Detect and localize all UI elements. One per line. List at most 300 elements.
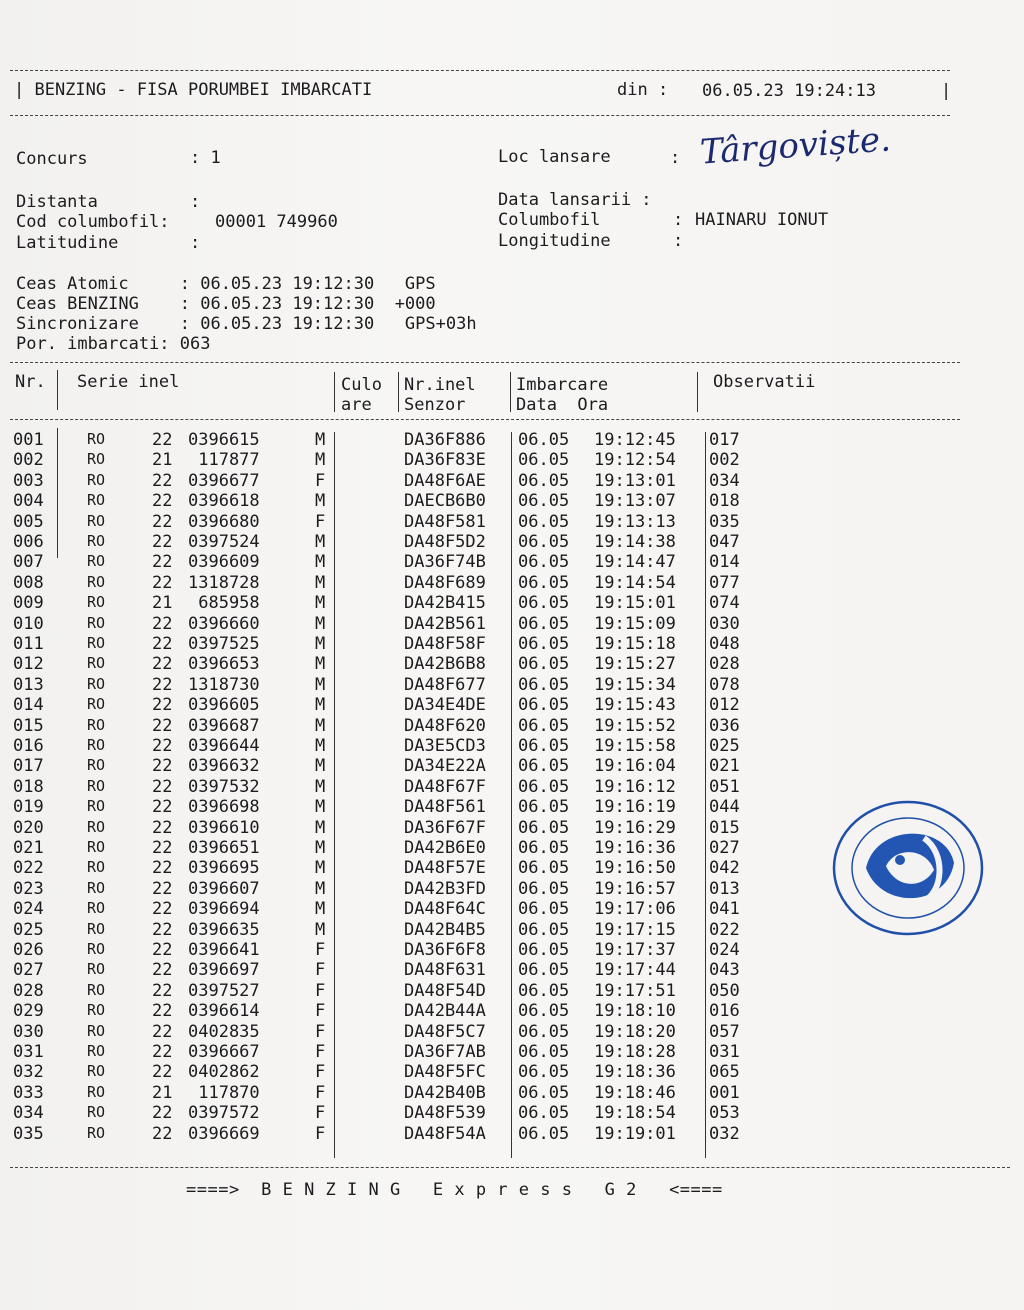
- row-sex: M: [315, 838, 326, 858]
- row-obs: 012: [709, 695, 740, 716]
- row-year: 22: [152, 1062, 173, 1083]
- col-imbarcare-2: Data Ora: [516, 395, 609, 415]
- row-ring: 0396609: [188, 552, 260, 573]
- table-row: [0, 777, 1000, 797]
- row-ring: 0396610: [188, 817, 260, 838]
- row-nr: 007: [13, 552, 44, 573]
- row-country: RO: [87, 1021, 106, 1040]
- row-sex: M: [315, 919, 326, 940]
- row-country: RO: [87, 756, 106, 775]
- row-year: 22: [152, 858, 173, 879]
- row-date: 06.05: [518, 674, 570, 695]
- row-ring: 117877: [188, 450, 260, 471]
- row-sensor: DA48F5C7: [404, 1021, 486, 1042]
- row-country: RO: [87, 1042, 106, 1060]
- col-culoare-2: are: [341, 395, 372, 415]
- row-ring: 0396669: [188, 1123, 260, 1144]
- row-ring: 0402862: [188, 1062, 260, 1083]
- row-time: 19:14:38: [594, 532, 676, 552]
- row-nr: 030: [13, 1021, 44, 1042]
- concurs-label: Concurs: [16, 149, 88, 169]
- row-date: 06.05: [518, 593, 570, 614]
- row-sex: M: [315, 817, 326, 838]
- loc-lansare-label: Loc lansare: [498, 147, 611, 167]
- row-year: 22: [152, 960, 173, 981]
- row-date: 06.05: [518, 1042, 570, 1062]
- row-ring: 0396687: [188, 715, 260, 736]
- row-obs: 074: [709, 593, 740, 614]
- row-time: 19:16:12: [594, 776, 676, 797]
- row-sensor: DA36F7AB: [404, 1042, 486, 1062]
- row-date: 06.05: [518, 776, 570, 797]
- row-sensor: DA48F5FC: [404, 1062, 486, 1083]
- row-country: RO: [87, 899, 106, 918]
- row-nr: 035: [13, 1123, 44, 1144]
- row-sensor: DA48F561: [404, 797, 486, 818]
- header-vbar: [398, 372, 399, 412]
- row-sex: F: [315, 511, 326, 532]
- row-country: RO: [87, 1123, 106, 1142]
- row-date: 06.05: [518, 613, 570, 634]
- row-sex: M: [315, 858, 326, 879]
- row-year: 22: [152, 470, 173, 491]
- row-country: RO: [87, 674, 106, 693]
- row-country: RO: [87, 654, 106, 673]
- row-date: 06.05: [518, 817, 570, 838]
- row-sensor: DA48F6AE: [404, 470, 486, 491]
- row-sensor: DA48F631: [404, 960, 486, 981]
- table-row: [0, 960, 1000, 980]
- row-time: 19:15:34: [594, 674, 676, 695]
- row-ring: 0396644: [188, 736, 260, 756]
- header-vbar: [697, 372, 698, 412]
- row-date: 06.05: [518, 1001, 570, 1022]
- row-sex: F: [315, 470, 326, 491]
- row-year: 22: [152, 736, 173, 756]
- row-obs: 032: [709, 1123, 740, 1144]
- row-date: 06.05: [518, 715, 570, 736]
- row-ring: 0397524: [188, 532, 260, 552]
- row-time: 19:16:50: [594, 858, 676, 879]
- row-year: 22: [152, 776, 173, 797]
- row-sensor: DA48F54A: [404, 1123, 486, 1144]
- row-country: RO: [87, 919, 106, 938]
- row-obs: 018: [709, 491, 740, 512]
- row-nr: 019: [13, 797, 44, 818]
- row-year: 22: [152, 430, 173, 450]
- row-country: RO: [87, 695, 106, 714]
- table-row: [0, 532, 1000, 552]
- row-time: 19:17:06: [594, 899, 676, 920]
- row-time: 19:17:44: [594, 960, 676, 981]
- row-year: 22: [152, 756, 173, 777]
- row-date: 06.05: [518, 511, 570, 532]
- row-date: 06.05: [518, 1103, 570, 1124]
- row-ring: 1318728: [188, 572, 260, 593]
- row-obs: 077: [709, 572, 740, 593]
- row-date: 06.05: [518, 430, 570, 450]
- row-nr: 009: [13, 593, 44, 614]
- row-year: 22: [152, 797, 173, 818]
- row-obs: 041: [709, 899, 740, 920]
- row-date: 06.05: [518, 980, 570, 1001]
- row-sex: F: [315, 1123, 326, 1144]
- row-sex: F: [315, 1082, 326, 1103]
- row-sex: F: [315, 960, 326, 981]
- row-sensor: DA48F57E: [404, 858, 486, 879]
- table-row: [0, 1103, 1000, 1123]
- row-ring: 0396632: [188, 756, 260, 777]
- row-ring: 0396653: [188, 654, 260, 675]
- col-culoare-1: Culo: [341, 375, 382, 395]
- row-sensor: DA48F677: [404, 674, 486, 695]
- row-obs: 027: [709, 838, 740, 858]
- row-country: RO: [87, 715, 106, 734]
- header-divider: [10, 115, 950, 116]
- row-date: 06.05: [518, 1082, 570, 1103]
- row-sensor: DA48F539: [404, 1103, 486, 1124]
- row-year: 22: [152, 919, 173, 940]
- row-nr: 031: [13, 1042, 44, 1062]
- row-nr: 004: [13, 491, 44, 512]
- row-date: 06.05: [518, 532, 570, 552]
- row-sensor: DA48F58F: [404, 634, 486, 654]
- row-year: 22: [152, 654, 173, 675]
- row-obs: 030: [709, 613, 740, 634]
- row-obs: 048: [709, 634, 740, 654]
- row-country: RO: [87, 776, 106, 795]
- row-country: RO: [87, 960, 106, 979]
- row-year: 22: [152, 940, 173, 960]
- row-ring: 0397525: [188, 634, 260, 654]
- row-country: RO: [87, 532, 106, 550]
- row-ring: 117870: [188, 1082, 260, 1103]
- row-country: RO: [87, 1103, 106, 1122]
- row-time: 19:15:43: [594, 695, 676, 716]
- row-year: 22: [152, 552, 173, 573]
- row-obs: 002: [709, 450, 740, 471]
- row-year: 22: [152, 674, 173, 695]
- row-sensor: DA42B40B: [404, 1082, 486, 1103]
- table-row: [0, 654, 1000, 674]
- row-ring: 0396618: [188, 491, 260, 512]
- row-time: 19:17:51: [594, 980, 676, 1001]
- table-row: [0, 430, 1000, 450]
- row-date: 06.05: [518, 838, 570, 858]
- row-obs: 043: [709, 960, 740, 981]
- row-nr: 008: [13, 572, 44, 593]
- row-year: 22: [152, 899, 173, 920]
- row-time: 19:15:27: [594, 654, 676, 675]
- row-sex: F: [315, 1103, 326, 1124]
- row-ring: 0396694: [188, 899, 260, 920]
- row-date: 06.05: [518, 450, 570, 471]
- row-sex: M: [315, 532, 326, 552]
- row-year: 22: [152, 1103, 173, 1124]
- row-year: 21: [152, 593, 173, 614]
- row-nr: 014: [13, 695, 44, 716]
- row-sensor: DA42B415: [404, 593, 486, 614]
- row-ring: 0397532: [188, 776, 260, 797]
- row-time: 19:13:13: [594, 511, 676, 532]
- row-ring: 0396607: [188, 878, 260, 899]
- top-divider: [10, 70, 950, 71]
- cod-columbofil-label: Cod columbofil:: [16, 212, 170, 232]
- row-sex: M: [315, 715, 326, 736]
- distanta-sep: :: [190, 192, 201, 212]
- row-sex: M: [315, 572, 326, 593]
- date-value: 06.05.23 19:24:13: [702, 81, 876, 101]
- table-row: [0, 450, 1000, 470]
- row-sex: M: [315, 797, 326, 818]
- header-vbar: [334, 372, 335, 412]
- row-time: 19:18:54: [594, 1103, 676, 1124]
- row-country: RO: [87, 450, 106, 469]
- row-time: 19:16:36: [594, 838, 676, 858]
- row-country: RO: [87, 491, 106, 510]
- date-label: din :: [617, 80, 669, 100]
- longitudine-sep: :: [673, 231, 684, 251]
- row-year: 22: [152, 838, 173, 858]
- row-year: 22: [152, 695, 173, 716]
- row-ring: 0396680: [188, 511, 260, 532]
- table-row: [0, 716, 1000, 736]
- row-date: 06.05: [518, 797, 570, 818]
- row-country: RO: [87, 1082, 106, 1101]
- row-time: 19:15:58: [594, 736, 676, 756]
- row-obs: 044: [709, 797, 740, 818]
- row-obs: 047: [709, 532, 740, 552]
- row-sex: M: [315, 736, 326, 756]
- row-year: 22: [152, 715, 173, 736]
- row-ring: 0396615: [188, 430, 260, 450]
- header-vbar: [510, 372, 511, 412]
- row-sex: F: [315, 1001, 326, 1022]
- row-time: 19:13:07: [594, 491, 676, 512]
- row-sensor: DA48F581: [404, 511, 486, 532]
- row-sex: F: [315, 940, 326, 960]
- row-sensor: DA48F64C: [404, 899, 486, 920]
- row-obs: 042: [709, 858, 740, 879]
- col-observatii: Observatii: [713, 372, 816, 392]
- row-date: 06.05: [518, 470, 570, 491]
- latitudine-sep: :: [190, 233, 201, 253]
- row-sensor: DA36F74B: [404, 552, 486, 573]
- row-sex: F: [315, 980, 326, 1001]
- row-obs: 065: [709, 1062, 740, 1083]
- row-sensor: DA42B6E0: [404, 838, 486, 858]
- table-row: [0, 614, 1000, 634]
- row-obs: 036: [709, 715, 740, 736]
- row-ring: 0396697: [188, 960, 260, 981]
- row-date: 06.05: [518, 1021, 570, 1042]
- row-time: 19:18:36: [594, 1062, 676, 1083]
- row-sensor: DA48F689: [404, 572, 486, 593]
- row-obs: 051: [709, 776, 740, 797]
- row-time: 19:18:46: [594, 1082, 676, 1103]
- row-year: 22: [152, 817, 173, 838]
- row-year: 22: [152, 878, 173, 899]
- row-nr: 034: [13, 1103, 44, 1124]
- table-row: [0, 634, 1000, 654]
- row-nr: 018: [13, 776, 44, 797]
- row-nr: 033: [13, 1082, 44, 1103]
- row-nr: 011: [13, 634, 44, 654]
- row-year: 22: [152, 1001, 173, 1022]
- sincronizare: Sincronizare : 06.05.23 19:12:30 GPS+03h: [16, 314, 477, 334]
- row-date: 06.05: [518, 1123, 570, 1144]
- row-obs: 015: [709, 817, 740, 838]
- row-year: 22: [152, 511, 173, 532]
- row-ring: 0396698: [188, 797, 260, 818]
- row-sex: M: [315, 674, 326, 695]
- row-time: 19:12:54: [594, 450, 676, 471]
- table-bottom-divider: [10, 1167, 1010, 1168]
- row-date: 06.05: [518, 858, 570, 879]
- table-row: [0, 940, 1000, 960]
- row-obs: 022: [709, 919, 740, 940]
- row-year: 22: [152, 613, 173, 634]
- row-time: 19:18:10: [594, 1001, 676, 1022]
- table-row: [0, 1062, 1000, 1082]
- table-row: [0, 736, 1000, 756]
- table-row: [0, 491, 1000, 511]
- loc-lansare-sep: :: [670, 148, 681, 168]
- table-row: [0, 1022, 1000, 1042]
- row-ring: 0396660: [188, 613, 260, 634]
- table-row: [0, 675, 1000, 695]
- row-sensor: DA3E5CD3: [404, 736, 486, 756]
- row-sex: M: [315, 899, 326, 920]
- loc-lansare-handwritten: Târgoviște.: [698, 119, 893, 173]
- row-country: RO: [87, 1062, 106, 1081]
- row-obs: 031: [709, 1042, 740, 1062]
- row-sensor: DA48F67F: [404, 776, 486, 797]
- row-country: RO: [87, 1001, 106, 1020]
- row-obs: 034: [709, 470, 740, 491]
- col-serie-inel: Serie inel: [77, 372, 180, 392]
- row-ring: 0396614: [188, 1001, 260, 1022]
- row-country: RO: [87, 430, 106, 448]
- row-nr: 025: [13, 919, 44, 940]
- col-nr: Nr.: [15, 372, 46, 392]
- row-sensor: DA36F83E: [404, 450, 486, 471]
- ceas-benzing: Ceas BENZING : 06.05.23 19:12:30 +000: [16, 294, 436, 314]
- row-nr: 017: [13, 756, 44, 777]
- columbofil-label: Columbofil: [498, 210, 601, 230]
- table-row: [0, 471, 1000, 491]
- row-date: 06.05: [518, 899, 570, 920]
- table-row: [0, 981, 1000, 1001]
- row-time: 19:14:47: [594, 552, 676, 573]
- row-date: 06.05: [518, 960, 570, 981]
- row-obs: 057: [709, 1021, 740, 1042]
- row-year: 22: [152, 980, 173, 1001]
- row-country: RO: [87, 736, 106, 754]
- row-nr: 015: [13, 715, 44, 736]
- table-row: [0, 573, 1000, 593]
- row-country: RO: [87, 511, 106, 530]
- row-country: RO: [87, 940, 106, 958]
- row-date: 06.05: [518, 695, 570, 716]
- row-sex: M: [315, 450, 326, 471]
- row-nr: 001: [13, 430, 44, 450]
- row-nr: 010: [13, 613, 44, 634]
- row-sensor: DA42B561: [404, 613, 486, 634]
- row-ring: 0396605: [188, 695, 260, 716]
- row-ring: 0396635: [188, 919, 260, 940]
- row-date: 06.05: [518, 552, 570, 573]
- col-imbarcare-1: Imbarcare: [516, 375, 609, 395]
- row-country: RO: [87, 838, 106, 856]
- row-nr: 005: [13, 511, 44, 532]
- row-sex: M: [315, 613, 326, 634]
- table-row: [0, 1083, 1000, 1103]
- row-year: 22: [152, 572, 173, 593]
- row-date: 06.05: [518, 634, 570, 654]
- row-nr: 021: [13, 838, 44, 858]
- row-country: RO: [87, 878, 106, 897]
- footer-brand: ====> B E N Z I N G E x p r e s s G 2 <====: [186, 1180, 723, 1200]
- row-nr: 013: [13, 674, 44, 695]
- row-obs: 028: [709, 654, 740, 675]
- row-year: 22: [152, 1021, 173, 1042]
- data-lansarii-label: Data lansarii :: [498, 190, 652, 210]
- row-obs: 016: [709, 1001, 740, 1022]
- row-sensor: DAECB6B0: [404, 491, 486, 512]
- columbofil-sep: :: [673, 210, 684, 230]
- cod-columbofil-value: 00001 749960: [215, 212, 338, 232]
- row-sensor: DA48F54D: [404, 980, 486, 1001]
- table-top-divider: [10, 362, 960, 363]
- row-time: 19:16:04: [594, 756, 676, 777]
- row-time: 19:13:01: [594, 470, 676, 491]
- header-end-bar: |: [941, 81, 952, 101]
- table-row: [0, 552, 1000, 572]
- row-sensor: DA36F67F: [404, 817, 486, 838]
- row-year: 21: [152, 1082, 173, 1103]
- col-nrinel-2: Senzor: [404, 395, 466, 415]
- row-ring: 0396651: [188, 838, 260, 858]
- row-time: 19:15:52: [594, 715, 676, 736]
- row-obs: 024: [709, 940, 740, 960]
- row-ring: 0402835: [188, 1021, 260, 1042]
- row-obs: 025: [709, 736, 740, 756]
- row-nr: 026: [13, 940, 44, 960]
- row-country: RO: [87, 980, 106, 999]
- row-sex: M: [315, 491, 326, 512]
- table-row: [0, 1042, 1000, 1062]
- col-nrinel-1: Nr.inel: [404, 375, 476, 395]
- row-country: RO: [87, 613, 106, 632]
- row-country: RO: [87, 552, 106, 571]
- table-row: [0, 756, 1000, 776]
- table-row: [0, 512, 1000, 532]
- row-sex: M: [315, 593, 326, 614]
- row-time: 19:18:20: [594, 1021, 676, 1042]
- longitudine-label: Longitudine: [498, 231, 611, 251]
- row-sex: M: [315, 776, 326, 797]
- row-country: RO: [87, 634, 106, 652]
- row-year: 22: [152, 532, 173, 552]
- row-nr: 016: [13, 736, 44, 756]
- row-ring: 0396695: [188, 858, 260, 879]
- row-date: 06.05: [518, 491, 570, 512]
- ceas-atomic: Ceas Atomic : 06.05.23 19:12:30 GPS: [16, 274, 436, 294]
- row-time: 19:16:57: [594, 878, 676, 899]
- row-date: 06.05: [518, 654, 570, 675]
- row-ring: 0396667: [188, 1042, 260, 1062]
